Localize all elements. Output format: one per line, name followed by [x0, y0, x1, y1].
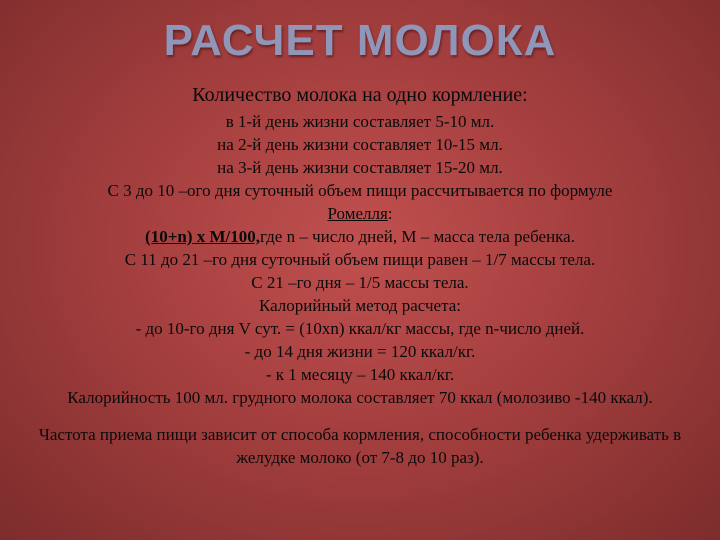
line-day3: на 3-й день жизни составляет 15-20 мл.: [217, 158, 503, 177]
subheading: Количество молока на одно кормление:: [192, 84, 528, 106]
line-days11to21: С 11 до 21 –го дня суточный объем пищи равен – 1/7 массы тела.: [124, 250, 596, 269]
line-days3to10: С 3 до 10 –ого дня суточный объем пищи рассчитывается по формуле: [107, 181, 613, 200]
line-romelya: [30, 202, 690, 225]
slide-title: РАСЧЕТ МОЛОКА: [163, 16, 557, 65]
line-feeding-frequency: Частота приема пищи зависит от способа кормления, способности ребенка удерживать в желудке молоко (от 7-8 до 10 раз).: [38, 425, 682, 467]
line-up-to-10: - до 10-го дня V сут. = (10хn) ккал/кг массы, где n-число дней.: [135, 319, 585, 338]
line-day2: на 2-й день жизни составляет 10-15 мл.: [217, 135, 503, 154]
line-caloric-method: Калорийный метод расчета:: [258, 296, 462, 315]
line-day1: в 1-й день жизни составляет 5-10 мл.: [225, 112, 495, 131]
formula: (10+n) x M/100,: [145, 227, 261, 246]
line-one-month: - к 1 месяцу – 140 ккал/кг.: [265, 365, 455, 384]
formula-explanation: где n – число дней, М – масса тела ребенка.: [260, 227, 575, 246]
romelya-name: Ромелля: [327, 204, 388, 223]
line-formula: [30, 225, 690, 248]
spacer: [30, 409, 690, 423]
slide-body: [30, 80, 690, 469]
romelya-colon: :: [387, 204, 393, 223]
line-milk-calories: Калорийность 100 мл. грудного молока составляет 70 ккал (молозиво -140 ккал).: [67, 388, 653, 407]
line-up-to-14: - до 14 дня жизни = 120 ккал/кг.: [244, 342, 476, 361]
line-day21plus: С 21 –го дня – 1/5 массы тела.: [251, 273, 469, 292]
